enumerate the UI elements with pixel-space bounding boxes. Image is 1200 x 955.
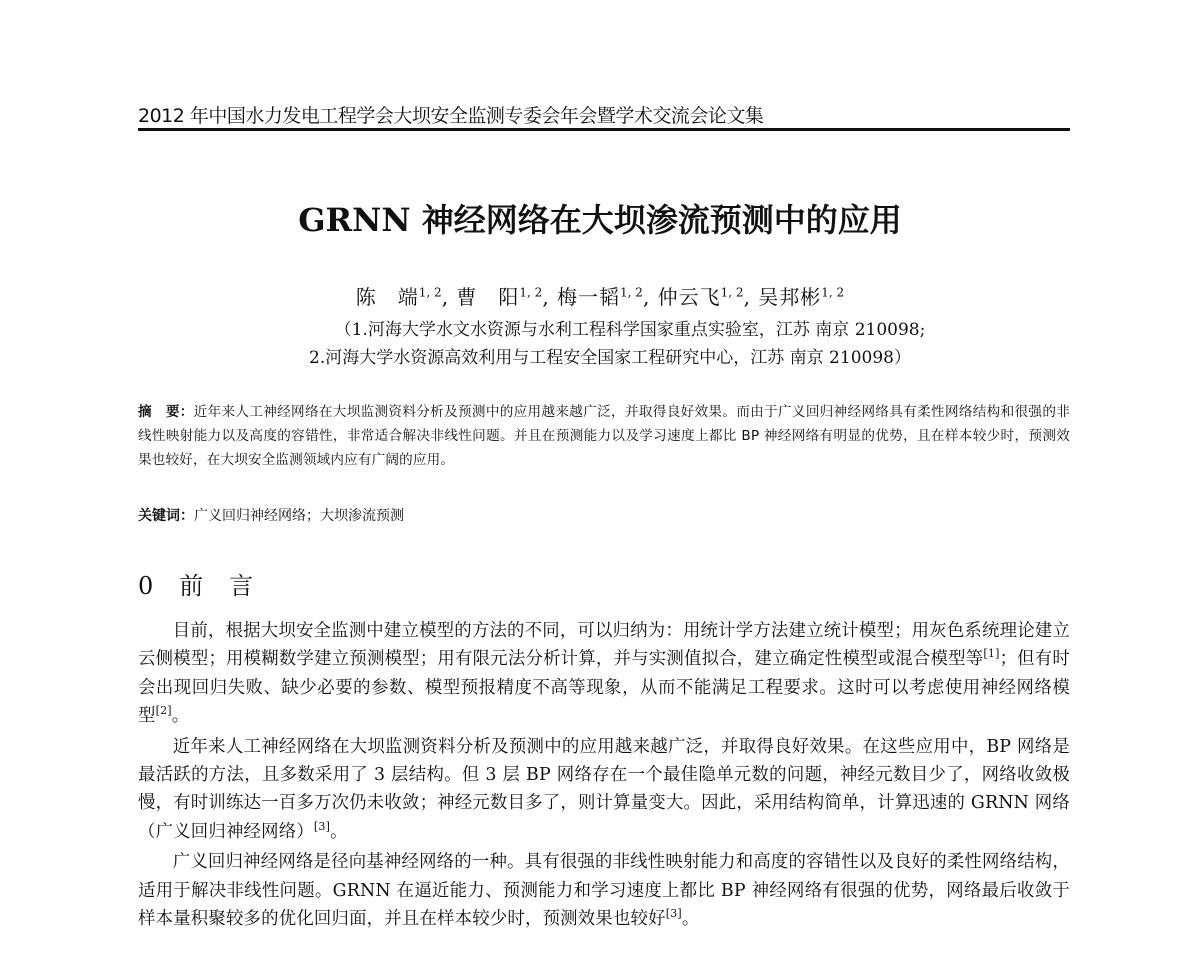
section-number: 0 xyxy=(138,572,154,600)
citation: [2] xyxy=(155,704,172,718)
author-separator: , xyxy=(542,285,550,309)
author-affil-sup: 1, 2 xyxy=(720,285,744,300)
paragraph xyxy=(138,733,1070,847)
author-name: 仲云飞 xyxy=(657,285,721,309)
author-affil-sup: 1, 2 xyxy=(620,285,643,300)
paragraph-text: 。 xyxy=(681,909,700,930)
author-list xyxy=(0,281,1200,310)
paragraph-text: 目前，根据大坝安全监测中建立模型的方法的不同，可以归纳为：用统计学方法建立统计模型；用灰色系统理论建立云侧模型；用模糊数学建立预测模型；用有限元法分析计算，并与实测值拟合，建立确定性模型或混合模型等 xyxy=(138,621,1070,670)
author-separator: , xyxy=(743,285,751,309)
keywords-text: 广义回归神经网络；大坝渗流预测 xyxy=(194,508,404,524)
section-heading xyxy=(138,566,279,601)
header-rule xyxy=(138,128,1070,131)
keywords xyxy=(138,505,404,525)
citation: [3] xyxy=(665,907,682,921)
paragraph-text: 广义回归神经网络是径向基神经网络的一种。具有很强的非线性映射能力和高度的容错性以及良好的柔性网络结构，适用于解决非线性问题。GRNN 在逼近能力、预测能力和学习速度上都比 BP 神经网络有很强的优势，网络最后收敛于样本量积聚较多的优化回归面，并且在样本较少时，预测效果也较好 xyxy=(138,852,1070,930)
author-name: 吴邦彬 xyxy=(758,285,822,309)
paragraph-text: 近年来人工神经网络在大坝监测资料分析及预测中的应用越来越广泛，并取得良好效果。在这些应用中，BP 网络是最活跃的方法，且多数采用了 3 层结构。但 3 层 BP 网络存在一个最佳隐单元数的问题，神经元数目少了，网络收敛极慢，有时训练达一百多万次仍未收敛；神经元数目多了，则计算量变大。因此，采用结构简单，计算迅速的 GRNN 网络（广义回归神经网络） xyxy=(138,736,1070,842)
citation: [1] xyxy=(983,647,1000,661)
citation: [3] xyxy=(313,820,331,834)
paragraph-text: 。 xyxy=(171,706,190,727)
author-name: 陈 端 xyxy=(355,285,419,309)
body-text xyxy=(138,617,1070,935)
author-affil-sup: 1, 2 xyxy=(519,285,543,300)
author-separator: , xyxy=(441,285,450,309)
author-affil-sup: 1, 2 xyxy=(418,285,442,300)
section-title: 前言 xyxy=(179,572,280,600)
paragraph xyxy=(138,617,1070,731)
paragraph xyxy=(138,848,1070,933)
author-name: 梅一韬 xyxy=(557,285,621,309)
abstract-text: 近年来人工神经网络在大坝监测资料分析及预测中的应用越来越广泛，并取得良好效果。而由于广义回归神经网络具有柔性网络结构和很强的非线性映射能力以及高度的容错性，非常适合解决非线性问题。并且在预测能力以及学习速度上都比 BP 神经网络有明显的优势，且在样本较少时，预测效果也较好，在大坝安全监测领域内应有广阔的应用。 xyxy=(138,404,1070,468)
author-affil-sup: 1, 2 xyxy=(821,285,845,300)
author-separator: , xyxy=(642,285,651,309)
running-header: 2012 年中国水力发电工程学会大坝安全监测专委会年会暨学术交流会论文集 xyxy=(138,105,764,127)
abstract xyxy=(138,400,1070,472)
paragraph-text: 。 xyxy=(330,821,348,842)
affiliation-2: 2.河海大学水资源高效利用与工程安全国家工程研究中心，江苏 南京 210098） xyxy=(309,348,911,368)
keywords-label: 关键词： xyxy=(138,508,194,524)
paper-title: GRNN 神经网络在大坝渗流预测中的应用 xyxy=(298,201,902,239)
affiliation-1: （1.河海大学水文水资源与水利工程科学国家重点实验室，江苏 南京 210098; xyxy=(334,320,926,340)
author-name: 曹 阳 xyxy=(456,285,520,309)
paragraph-text: ；但有时会出现回归失败、缺少必要的参数、模型预报精度不高等现象，从而不能满足工程要求。这时可以考虑使用神经网络模型 xyxy=(138,649,1070,727)
abstract-label: 摘 要： xyxy=(138,404,194,420)
